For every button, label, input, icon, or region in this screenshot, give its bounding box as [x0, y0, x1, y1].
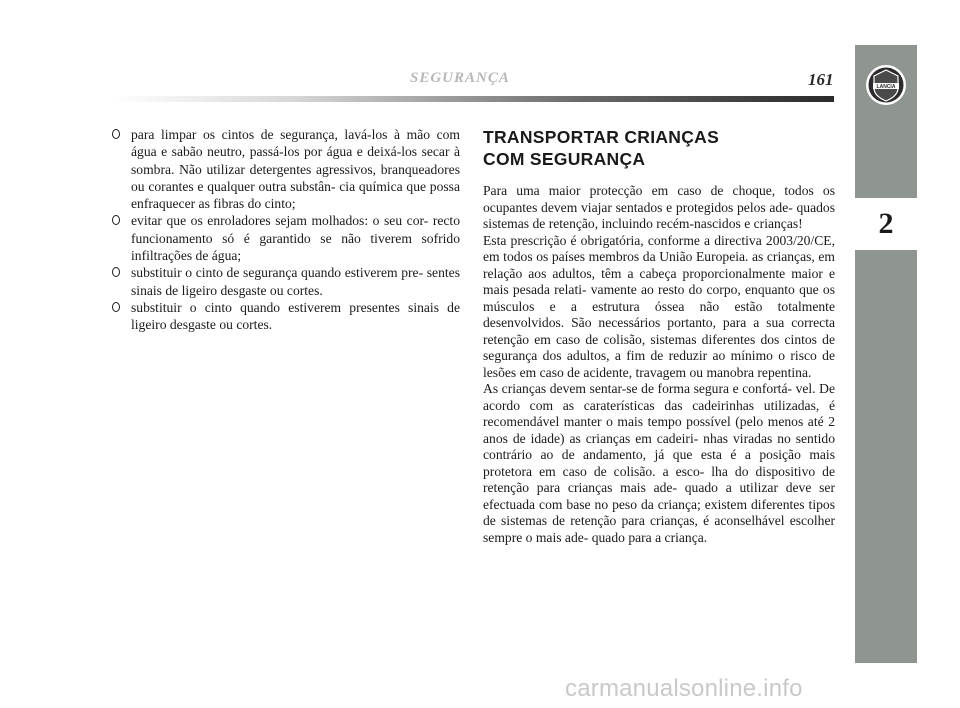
bullet-icon: [112, 267, 120, 277]
list-item: [112, 299, 460, 334]
chapter-number: 2: [878, 207, 894, 240]
lancia-logo-icon: [865, 64, 907, 106]
bullet-icon: [112, 215, 120, 225]
list-item: [112, 126, 460, 212]
bullet-text: substituir o cinto quando estiverem presentes sinais de ligeiro desgaste ou cortes.: [131, 299, 460, 333]
bullet-icon: [112, 129, 120, 139]
header-divider: [110, 96, 834, 102]
logo-text: LANCIA: [876, 84, 896, 90]
list-item: [112, 212, 460, 264]
chapter-tab[interactable]: [855, 198, 917, 250]
section-title: [483, 126, 835, 170]
right-column: [483, 126, 835, 546]
bullet-text: para limpar os cintos de segurança, lavá-los à mão com água e sabão neutro, passá-los por água e deixá-los secar à sombra. Não utilizar detergentes agressivos, branqueadores ou corantes e qualquer outra substân- cia química que possa enfraquecer as fibras do cinto;: [131, 127, 460, 212]
paragraph: Esta prescrição é obrigatória, conforme a directiva 2003/20/CE, em todos os países membros da União Europeia. as crianças, em relação aos adultos, têm a cabeça proporcionalmente maior e mais pesada relati- vamente ao resto do corpo, enquanto que os músculos e a estrutura óssea não estão totalmente desenvolvidos. São necessários portanto, para a sua correcta retenção em caso de colisão, sistemas diferentes dos cintos de segurança dos adultos, a fim de reduzir ao mínimo o risco de lesões em caso de acidente, travagem ou manobra repentina.: [483, 232, 835, 380]
paragraph: Para uma maior protecção em caso de choque, todos os ocupantes devem viajar sentados e protegidos pelos ade- quados sistemas de retenção, incluindo recém-nascidos e crianças!: [483, 183, 835, 231]
paragraph: As crianças devem sentar-se de forma segura e confortá- vel. De acordo com as caraterísticas das cadeirinhas utilizadas, é recomendável manter o mais tempo possível (pelo menos até 2 anos de idade) as crianças em cadeiri- nhas viradas no sentido contrário ao de andamento, já que esta é a posição mais protetora em caso de colisão. a esco- lha do dispositivo de retenção para crianças mais ade- quado a utilizar deve ser efectuada com base no peso da criança; existem diferentes tipos de sistemas de retenção para crianças, é aconselhável escolher sempre o mais ade- quado para a criança.: [483, 381, 835, 545]
bullet-icon: [112, 302, 120, 312]
bullet-text: evitar que os enroladores sejam molhados: o seu cor- recto funcionamento só é garantido se não tiverem sofrido infiltrações de água;: [131, 213, 460, 264]
section-title-line2: COM SEGURANÇA: [483, 149, 646, 169]
page-number: 161: [808, 70, 834, 89]
bullet-text: substituir o cinto de segurança quando estiverem pre- sentes sinais de ligeiro desgaste ou cortes.: [131, 265, 460, 298]
bullet-list: [112, 126, 460, 334]
watermark: carmanualsonline.info: [565, 675, 803, 702]
list-item: [112, 264, 460, 299]
chapter-sidebar: [855, 45, 917, 663]
section-title-line1: TRANSPORTAR CRIANÇAS: [483, 127, 720, 147]
section-header-title: SEGURANÇA: [410, 70, 510, 86]
left-column: [112, 126, 460, 334]
